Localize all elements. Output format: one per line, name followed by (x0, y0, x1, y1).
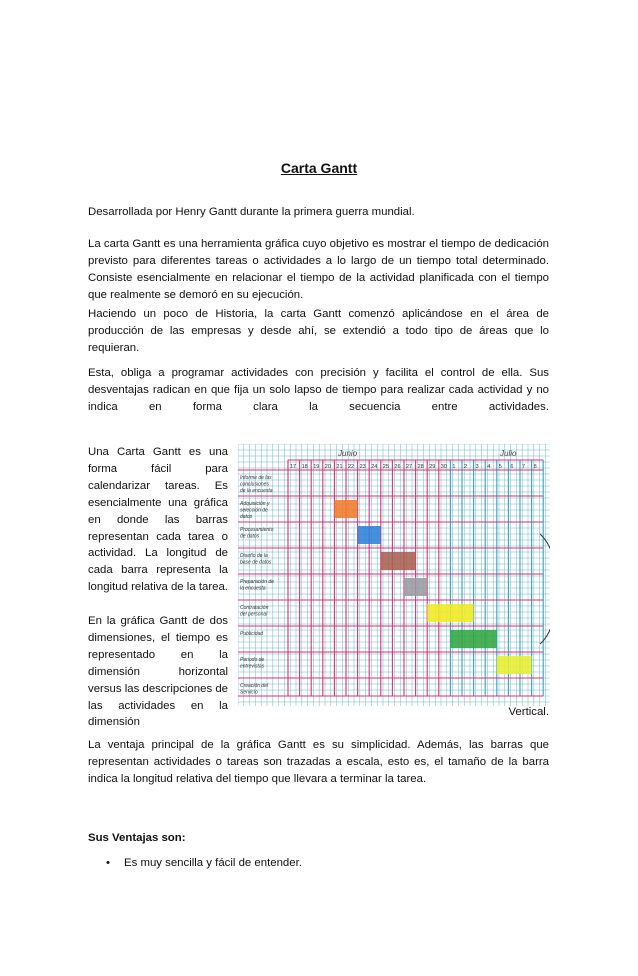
day-label: 3 (475, 464, 479, 470)
day-label: 4 (487, 464, 491, 470)
task-label: Preparación de la encuesta (240, 579, 274, 592)
task-label: Publicidad (240, 631, 264, 637)
task-label: Adquisición y selección de datos (240, 501, 270, 520)
day-label: 26 (394, 464, 401, 470)
day-label: 27 (406, 464, 413, 470)
gantt-bar (381, 552, 416, 570)
gantt-bar (334, 500, 357, 518)
day-label: 30 (440, 464, 447, 470)
left-column-text-1: Una Carta Gantt es una forma fácil para calendarizar tareas. Es esencialmente una gráfica en donde las barras representan cada tarea o actividad. La longitud de cada barra representa la longitud relativa de la tarea. (88, 446, 228, 594)
day-label: 23 (359, 464, 366, 470)
task-label: Informe de las conclusiones de la encuesta (240, 475, 273, 494)
gantt-bar (404, 578, 427, 596)
day-label: 19 (313, 464, 320, 470)
task-label: Procesamiento de datos (240, 527, 274, 540)
gantt-bar (497, 656, 532, 674)
day-label: 24 (371, 464, 378, 470)
ventajas-heading: Sus Ventajas son: (88, 832, 186, 844)
page-title: Carta Gantt (280, 160, 358, 176)
month-junio: Junio (338, 449, 358, 458)
bullet-dot-icon: • (106, 857, 110, 869)
month-julio: Julio (500, 449, 517, 458)
vertical-word: Vertical. (508, 706, 549, 718)
day-label: 8 (533, 464, 537, 470)
day-label: 20 (324, 464, 331, 470)
history-paragraph: Haciendo un poco de Historia, la carta Gantt comenzó aplicándose en el área de producción de las empresas y desde ahí, se extendió a todo tipo de áreas que lo requieran. (88, 308, 549, 354)
day-label: 2 (464, 464, 468, 470)
task-label: Contratación del personal (240, 605, 269, 618)
gantt-bar (358, 526, 381, 544)
day-label: 18 (301, 464, 308, 470)
day-label: 22 (348, 464, 355, 470)
task-label: Diseño de la base de datos (240, 553, 272, 566)
advantage-paragraph: La ventaja principal de la gráfica Gantt es su simplicidad. Además, las barras que representan actividades o tareas son trazadas a escala, esto es, el tamaño de la barra indica la longitud relativa del tiempo que llevara a terminar la tarea. (88, 739, 549, 785)
definition-paragraph: La carta Gantt es una herramienta gráfica cuyo objetivo es mostrar el tiempo de dedicación previsto para diferentes tareas o actividades a lo largo de un tiempo total determinado. Consiste esencialmente en relacionar el tiempo de la actividad planificada con el tiempo que realmente se demoró en su ejecución. (88, 238, 549, 301)
disadvantages-paragraph: Esta, obliga a programar actividades con precisión y facilita el control de ella. Sus desventajas radican en que fija un solo lapso de tiempo para realizar cada actividad y no indica en forma clara la secuencia entre actividades. (88, 367, 549, 413)
left-column-text-2: En la gráfica Gantt de dos dimensiones, el tiempo es representado en la dimensión horizontal versus las descripciones de las actividades en la dimensión (88, 615, 228, 729)
bullet-item: • Es muy sencilla y fácil de entender. (106, 857, 302, 869)
gantt-bar (450, 630, 496, 648)
day-label: 29 (429, 464, 436, 470)
task-label: Creación del Servicio (240, 683, 269, 696)
day-label: 25 (382, 464, 389, 470)
gantt-chart-image (238, 444, 550, 706)
day-label: 17 (290, 464, 297, 470)
task-label: Periodo de entrevistas (240, 657, 265, 670)
day-label: 1 (452, 464, 456, 470)
day-label: 28 (417, 464, 424, 470)
gantt-bar (427, 604, 473, 622)
day-label: 6 (510, 464, 514, 470)
day-label: 7 (522, 464, 526, 470)
intro-paragraph: Desarrollada por Henry Gantt durante la primera guerra mundial. (88, 206, 415, 218)
day-label: 21 (336, 464, 343, 470)
day-label: 5 (498, 464, 502, 470)
